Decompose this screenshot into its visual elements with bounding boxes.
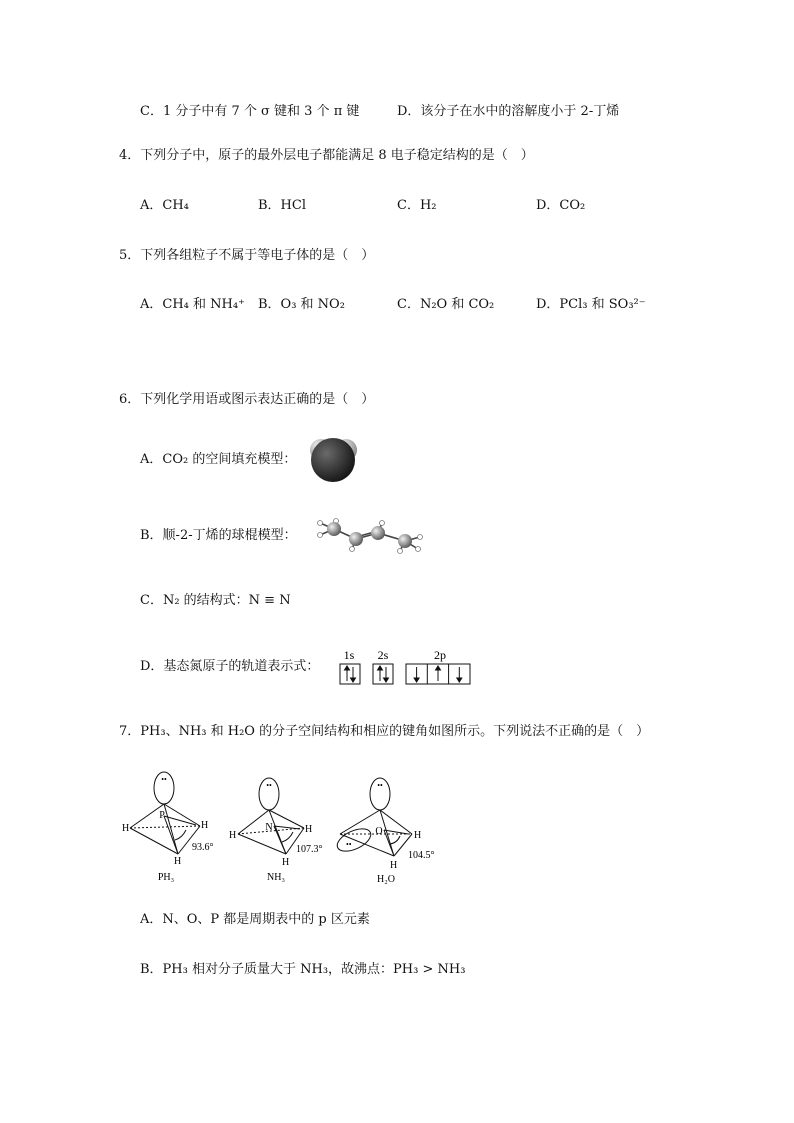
q6-option-b: B．顺-2-丁烯的球棍模型： [140,528,297,543]
q4-stem: 4．下列分子中，原子的最外层电子都能满足 8 电子稳定结构的是（ ） [119,148,534,163]
svg-text:PH₃: PH₃ [157,872,175,883]
q5-option-b: B．O₃ 和 NO₂ [258,297,345,312]
svg-text:H: H [201,820,209,831]
q3-option-c: C．1 分子中有 7 个 σ 键和 3 个 π 键 [140,104,360,119]
q5-option-a: A．CH₄ 和 NH₄⁺ [140,297,245,312]
svg-text:O: O [375,826,383,837]
svg-text:H: H [414,830,422,841]
svg-text:H: H [390,860,398,871]
svg-text:••: •• [266,781,272,790]
q5-option-d: D．PCl₃ 和 SO₃²⁻ [536,297,646,312]
q7-option-b: B．PH₃ 相对分子质量大于 NH₃，故沸点：PH₃ > NH₃ [140,962,466,977]
ph3-structure [122,772,214,883]
orbital-label-2s: 2s [377,648,389,662]
svg-text:N: N [265,822,273,833]
q7-stem: 7．PH₃、NH₃ 和 H₂O 的分子空间结构和相应的键角如图所示。下列说法不正确的是（ ） [119,724,650,739]
co2-space-filling-model [305,434,361,484]
svg-text:••: •• [346,840,352,849]
q3-option-d: D．该分子在水中的溶解度小于 2-丁烯 [397,104,620,119]
q4-option-b: B．HCl [258,198,306,213]
molecular-structure-figure [118,768,448,886]
orbital-label-1s: 1s [343,648,355,662]
svg-text:H₂O: H₂O [377,874,395,885]
q4-option-c: C．H₂ [397,198,437,213]
svg-text:93.6°: 93.6° [192,842,214,853]
svg-text:H: H [122,823,130,834]
svg-text:H: H [282,857,290,868]
q7-option-a: A．N、O、P 都是周期表中的 p 区元素 [140,912,370,927]
svg-text:••: •• [161,775,167,784]
svg-text:P: P [159,810,165,821]
cis-2-butene-ball-stick-model [312,518,428,554]
carbon-atom [311,438,355,482]
svg-text:H: H [174,856,182,867]
q6-option-a: A．CO₂ 的空间填充模型： [140,452,297,467]
q4-option-d: D．CO₂ [536,198,586,213]
svg-text:NH₃: NH₃ [267,872,285,883]
svg-text:107.3°: 107.3° [296,844,323,855]
nitrogen-orbital-diagram [336,646,476,688]
orbital-label-2p: 2p [434,648,446,662]
svg-text:H: H [305,824,313,835]
q4-option-a: A．CH₄ [140,198,189,213]
q6-option-c: C．N₂ 的结构式：N ≡ N [140,593,291,608]
q5-stem: 5．下列各组粒子不属于等电子体的是（ ） [119,248,375,263]
svg-text:••: •• [377,781,383,790]
q6-stem: 6．下列化学用语或图示表达正确的是（ ） [119,392,375,407]
nh3-structure [229,778,323,883]
svg-text:104.5°: 104.5° [408,850,435,861]
svg-text:H: H [229,830,237,841]
h2o-structure [334,778,435,885]
q5-option-c: C．N₂O 和 CO₂ [397,297,495,312]
q6-option-d: D．基态氮原子的轨道表示式： [140,659,320,674]
